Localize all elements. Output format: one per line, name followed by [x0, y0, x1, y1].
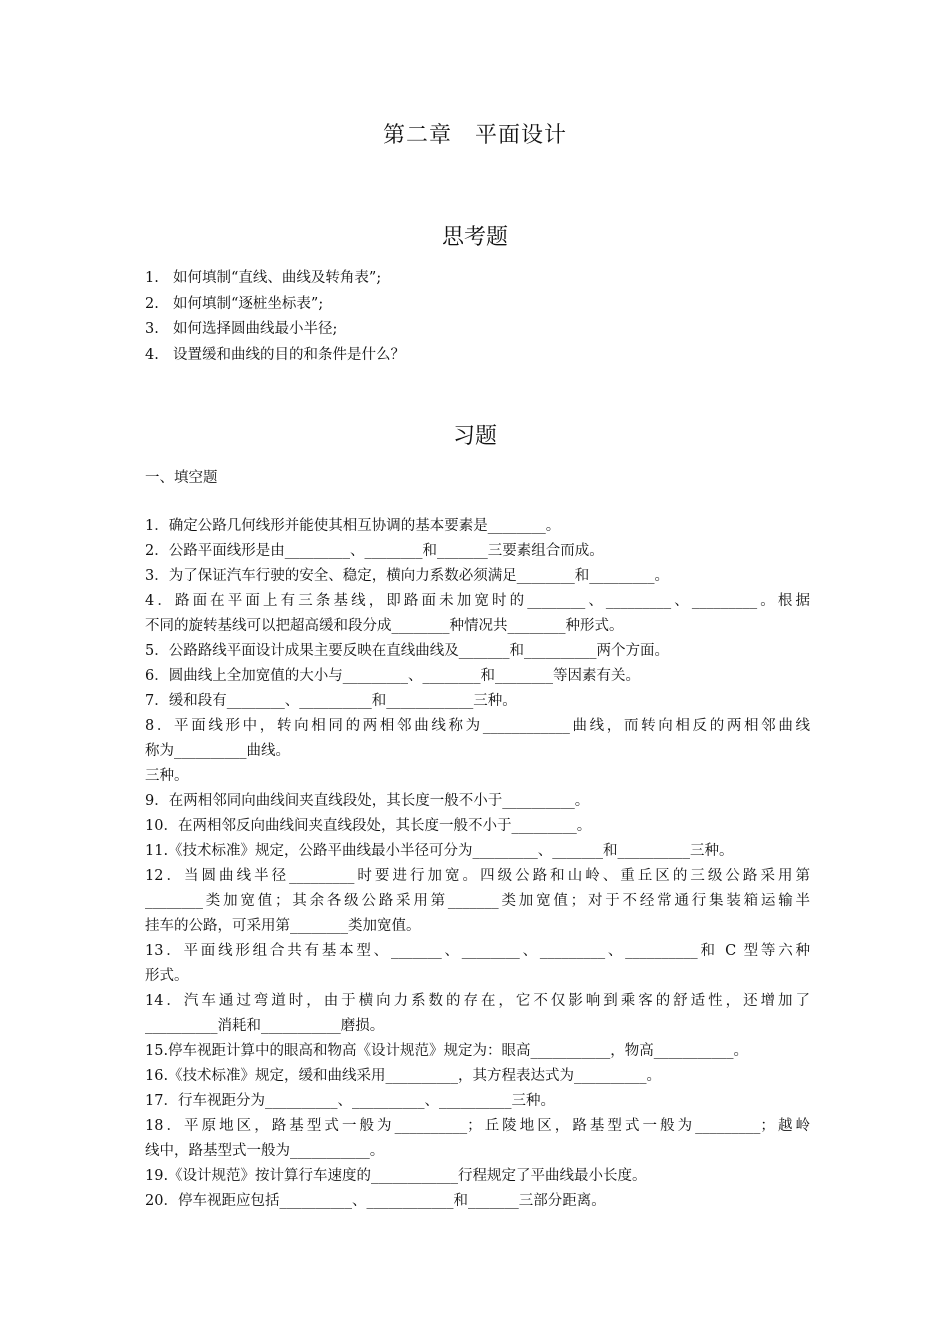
exercise-list: [145, 514, 810, 1214]
exercise-line: 14．汽车通过弯道时，由于横向力系数的存在，它不仅影响到乘客的舒适性，还增加了: [145, 993, 810, 1009]
exercise-line: 形式。: [145, 968, 189, 984]
question-number: 2.: [145, 295, 159, 312]
fill-in-blank-heading: 一、填空题: [145, 470, 218, 486]
exercise-line: 13．平面线形组合共有基本型、_______、________、_________、__________和 C 型等六种: [145, 943, 810, 959]
exercise-section-title: 习题: [452, 424, 497, 449]
think-question: [145, 317, 805, 343]
exercise-line: 18．平原地区，路基型式一般为__________；丘陵地区，路基型式一般为_________；越岭: [145, 1118, 810, 1134]
exercise-line: 19.《设计规范》按计算行车速度的____________行程规定了平曲线最小长度。: [145, 1168, 647, 1184]
exercise-line: 线中，路基型式一般为___________。: [145, 1143, 385, 1159]
exercise-line: 1．确定公路几何线形并能使其相互协调的基本要素是________。: [145, 518, 561, 534]
exercise-line: 三种。: [145, 768, 189, 784]
exercise-line: 4．路面在平面上有三条基线，即路面未加宽时的________、_________、_________。根据: [145, 593, 810, 609]
exercise-line: 16.《技术标准》规定，缓和曲线采用__________，其方程表达式为__________。: [145, 1068, 662, 1084]
question-number: 3.: [145, 321, 159, 338]
think-question: [145, 343, 805, 369]
exercise-line: 17．行车视距分为__________、__________、__________三种。: [145, 1093, 555, 1109]
think-question: [145, 266, 805, 292]
question-text: 如何填制“直线、曲线及转角表”;: [173, 270, 382, 286]
question-text: 设置缓和曲线的目的和条件是什么？: [173, 347, 405, 364]
think-section-title: 思考题: [441, 225, 508, 250]
exercise-line: 不同的旋转基线可以把超高缓和段分成________种情况共________种形式。: [145, 618, 624, 634]
think-question: [145, 292, 805, 318]
exercise-line: 8．平面线形中，转向相同的两相邻曲线称为____________曲线，而转向相反的两相邻曲线: [145, 718, 810, 734]
exercise-line: 15.停车视距计算中的眼高和物高《设计规范》规定为：眼高___________，物高___________。: [145, 1043, 749, 1059]
question-text: 如何选择圆曲线最小半径;: [173, 321, 338, 338]
exercise-line: 称为__________曲线。: [145, 743, 290, 759]
question-number: 1.: [145, 270, 159, 286]
exercise-line: 9．在两相邻同向曲线间夹直线段处，其长度一般不小于__________。: [145, 793, 590, 809]
exercise-line: 11.《技术标准》规定，公路平曲线最小半径可分为_________、_______和__________三种。: [145, 843, 734, 859]
question-number: 4.: [145, 347, 159, 364]
exercise-line: 7．缓和段有________、__________和____________三种。: [145, 693, 517, 709]
exercise-line: 2．公路平面线形是由_________、________和_______三要素组合而成。: [145, 543, 604, 559]
exercise-line: 10．在两相邻反向曲线间夹直线段处，其长度一般不小于_________。: [145, 818, 592, 834]
exercise-line: 12．当圆曲线半径_________时要进行加宽。四级公路和山岭、重丘区的三级公路采用第: [145, 868, 810, 884]
exercise-line: 6．圆曲线上全加宽值的大小与_________、________和________等因素有关。: [145, 668, 640, 684]
exercise-line: __________消耗和___________磨损。: [145, 1018, 385, 1034]
exercise-line: ________类加宽值；其余各级公路采用第_______类加宽值；对于不经常通行集装箱运输半: [145, 893, 810, 909]
question-text: 如何填制“逐桩坐标表”;: [173, 295, 324, 312]
think-question-list: [145, 266, 805, 369]
exercise-line: 20．停车视距应包括__________、____________和_______三部分距离。: [145, 1193, 606, 1209]
chapter-title: 第二章 平面设计: [382, 123, 567, 148]
exercise-line: 3．为了保证汽车行驶的安全、稳定，横向力系数必须满足________和_________。: [145, 568, 669, 584]
exercise-line: 挂车的公路，可采用第________类加宽值。: [145, 918, 421, 934]
exercise-line: 5．公路路线平面设计成果主要反映在直线曲线及_______和__________两个方面。: [145, 643, 669, 659]
